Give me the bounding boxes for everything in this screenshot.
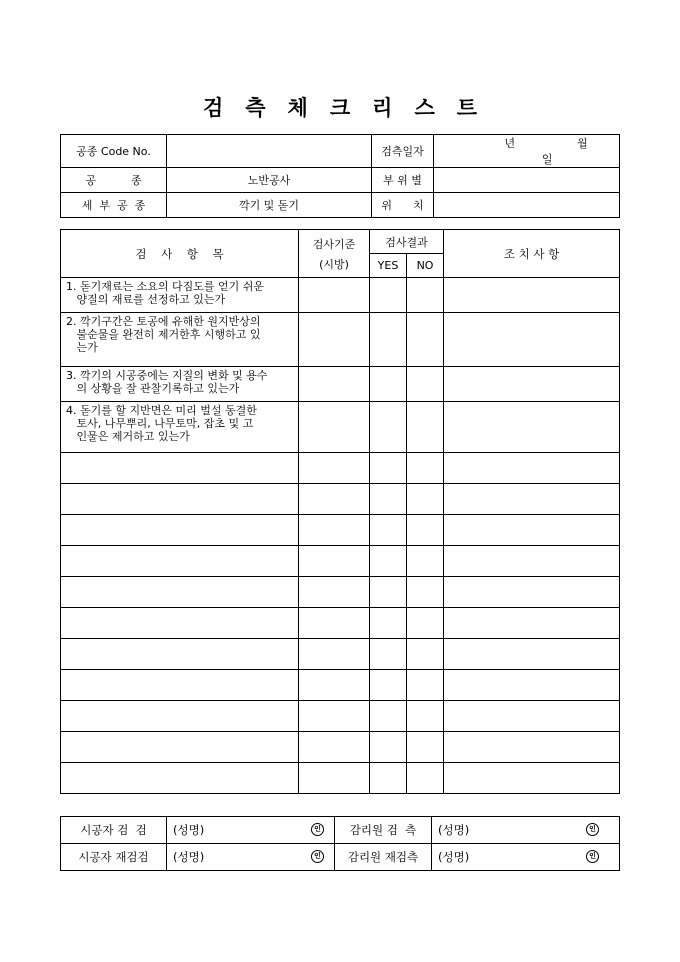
name-placeholder: (성명): [173, 823, 205, 837]
supervisor-inspect-sign[interactable]: [432, 817, 620, 844]
standard-cell[interactable]: [299, 701, 370, 732]
yes-cell[interactable]: [370, 732, 407, 763]
yes-cell[interactable]: [370, 313, 407, 367]
check-item-line: 3. 깍기의 시공중에는 지질의 변화 및 용수: [66, 369, 268, 382]
no-cell[interactable]: [407, 732, 444, 763]
no-cell[interactable]: [407, 367, 444, 402]
yes-cell[interactable]: [370, 402, 407, 453]
contractor-reinspect-label: 시공자 재검검: [61, 844, 167, 871]
part-label: 부 위 별: [372, 168, 434, 193]
seal-icon: 인: [586, 823, 599, 836]
work-code-field[interactable]: [167, 135, 372, 168]
standard-cell[interactable]: [299, 515, 370, 546]
yes-cell[interactable]: [370, 484, 407, 515]
title-char: 리: [372, 95, 393, 120]
no-cell[interactable]: [407, 313, 444, 367]
no-cell[interactable]: [407, 701, 444, 732]
col-header-yes: YES: [370, 254, 407, 278]
yes-cell[interactable]: [370, 515, 407, 546]
title-char: 트: [456, 95, 478, 120]
no-cell[interactable]: [407, 515, 444, 546]
action-cell[interactable]: [444, 546, 620, 577]
detail-value[interactable]: 깍기 및 돋기: [167, 193, 372, 218]
yes-cell[interactable]: [370, 639, 407, 670]
no-cell[interactable]: [407, 453, 444, 484]
date-month: 월: [577, 137, 588, 150]
title-char: 크: [329, 95, 351, 120]
col-header-standard-line1: 검사기준: [312, 237, 356, 251]
yes-cell[interactable]: [370, 577, 407, 608]
checklist-table: [60, 229, 620, 794]
yes-cell[interactable]: [370, 763, 407, 794]
table-row-empty: [61, 670, 620, 701]
check-item: [61, 402, 299, 453]
action-cell[interactable]: [444, 278, 620, 313]
title-char: 검: [202, 95, 224, 120]
check-item: [61, 367, 299, 402]
action-cell[interactable]: [444, 515, 620, 546]
item-cell[interactable]: [61, 484, 299, 515]
standard-cell[interactable]: [299, 402, 370, 453]
part-field[interactable]: [434, 168, 620, 193]
item-cell[interactable]: [61, 546, 299, 577]
table-row-empty: [61, 639, 620, 670]
yes-cell[interactable]: [370, 608, 407, 639]
no-cell[interactable]: [407, 763, 444, 794]
page-title: [0, 92, 680, 122]
table-row: [61, 278, 620, 313]
col-header-no: NO: [407, 254, 444, 278]
table-row-empty: [61, 546, 620, 577]
action-cell[interactable]: [444, 402, 620, 453]
item-cell[interactable]: [61, 670, 299, 701]
col-header-action: 조 치 사 항: [444, 230, 620, 278]
standard-cell[interactable]: [299, 367, 370, 402]
action-cell[interactable]: [444, 763, 620, 794]
location-field[interactable]: [434, 193, 620, 218]
no-cell[interactable]: [407, 608, 444, 639]
table-row-empty: [61, 453, 620, 484]
inspection-date-field[interactable]: [434, 135, 620, 168]
item-cell[interactable]: [61, 515, 299, 546]
table-row: [61, 367, 620, 402]
supervisor-inspect-label: 감리원 검 측: [335, 817, 432, 844]
action-cell[interactable]: [444, 313, 620, 367]
no-cell[interactable]: [407, 484, 444, 515]
seal-icon: 인: [586, 850, 599, 863]
yes-cell[interactable]: [370, 701, 407, 732]
check-item: [61, 313, 299, 367]
standard-cell[interactable]: [299, 670, 370, 701]
action-cell[interactable]: [444, 639, 620, 670]
item-cell[interactable]: [61, 453, 299, 484]
no-cell[interactable]: [407, 402, 444, 453]
title-char: 체: [287, 95, 308, 120]
item-cell[interactable]: [61, 763, 299, 794]
standard-cell[interactable]: [299, 763, 370, 794]
check-item-line: 토사, 나무뿌리, 나무토막, 잡초 및 고: [66, 417, 254, 430]
check-item-line: 불순물을 완전히 제거한후 시행하고 있: [66, 328, 261, 341]
check-item: [61, 278, 299, 313]
yes-cell[interactable]: [370, 546, 407, 577]
standard-cell[interactable]: [299, 608, 370, 639]
contractor-reinspect-sign[interactable]: [167, 844, 335, 871]
date-day: 일: [541, 153, 553, 166]
supervisor-reinspect-label: 감리원 재검측: [335, 844, 432, 871]
table-row: [61, 402, 620, 453]
item-cell[interactable]: [61, 732, 299, 763]
title-char: 스: [414, 95, 435, 120]
standard-cell[interactable]: [299, 313, 370, 367]
table-row: [61, 313, 620, 367]
col-header-item: 검 사 항 목: [61, 230, 299, 278]
name-placeholder: (성명): [173, 850, 205, 864]
action-cell[interactable]: [444, 670, 620, 701]
work-code-label: 공종 Code No.: [61, 135, 167, 168]
table-row-empty: [61, 763, 620, 794]
action-cell[interactable]: [444, 577, 620, 608]
item-cell[interactable]: [61, 577, 299, 608]
name-placeholder: (성명): [438, 823, 470, 837]
seal-icon: 인: [311, 823, 324, 836]
standard-cell[interactable]: [299, 453, 370, 484]
no-cell[interactable]: [407, 639, 444, 670]
action-cell[interactable]: [444, 701, 620, 732]
detail-label: 세 부 공 종: [61, 193, 167, 218]
no-cell[interactable]: [407, 577, 444, 608]
supervisor-reinspect-sign[interactable]: [432, 844, 620, 871]
yes-cell[interactable]: [370, 670, 407, 701]
standard-cell[interactable]: [299, 577, 370, 608]
standard-cell[interactable]: [299, 546, 370, 577]
check-item-line: 2. 깍기구간은 토공에 유해한 원지반상의: [66, 315, 261, 328]
seal-icon: 인: [311, 850, 324, 863]
yes-cell[interactable]: [370, 453, 407, 484]
table-row-empty: [61, 701, 620, 732]
check-item-line: 1. 돋기재료는 소요의 다짐도를 얻기 쉬운: [66, 280, 264, 293]
location-label: 위 치: [372, 193, 434, 218]
table-row-empty: [61, 515, 620, 546]
check-item-line: 는가: [66, 341, 98, 354]
standard-cell[interactable]: [299, 278, 370, 313]
table-row-empty: [61, 484, 620, 515]
action-cell[interactable]: [444, 453, 620, 484]
no-cell[interactable]: [407, 546, 444, 577]
check-item-line: 양질의 재료를 선정하고 있는가: [66, 293, 226, 306]
contractor-inspect-label: 시공자 검 검: [61, 817, 167, 844]
standard-cell[interactable]: [299, 732, 370, 763]
yes-cell[interactable]: [370, 367, 407, 402]
col-header-result: 검사결과: [370, 230, 444, 254]
no-cell[interactable]: [407, 278, 444, 313]
header-table: [60, 134, 620, 218]
date-year: 년: [504, 137, 516, 150]
standard-cell[interactable]: [299, 484, 370, 515]
action-cell[interactable]: [444, 732, 620, 763]
table-row-empty: [61, 577, 620, 608]
item-cell[interactable]: [61, 701, 299, 732]
col-header-standard-line2: (시방): [319, 257, 349, 271]
name-placeholder: (성명): [438, 850, 470, 864]
signoff-table: [60, 816, 620, 871]
yes-cell[interactable]: [370, 278, 407, 313]
contractor-inspect-sign[interactable]: [167, 817, 335, 844]
action-cell[interactable]: [444, 608, 620, 639]
no-cell[interactable]: [407, 670, 444, 701]
col-header-standard: [299, 230, 370, 278]
title-char: 측: [245, 95, 266, 120]
check-item-line: 인물은 제거하고 있는가: [66, 430, 190, 443]
check-item-line: 4. 돋기를 할 지반면은 미리 벌설 동결한: [66, 404, 257, 417]
work-type-label: 공 종: [61, 168, 167, 193]
table-row-empty: [61, 732, 620, 763]
table-row-empty: [61, 608, 620, 639]
action-cell[interactable]: [444, 367, 620, 402]
check-item-line: 의 상황을 잘 관찰기록하고 있는가: [66, 382, 240, 395]
action-cell[interactable]: [444, 484, 620, 515]
standard-cell[interactable]: [299, 639, 370, 670]
inspection-date-label: 검측일자: [372, 135, 434, 168]
item-cell[interactable]: [61, 608, 299, 639]
work-type-value[interactable]: 노반공사: [167, 168, 372, 193]
item-cell[interactable]: [61, 639, 299, 670]
